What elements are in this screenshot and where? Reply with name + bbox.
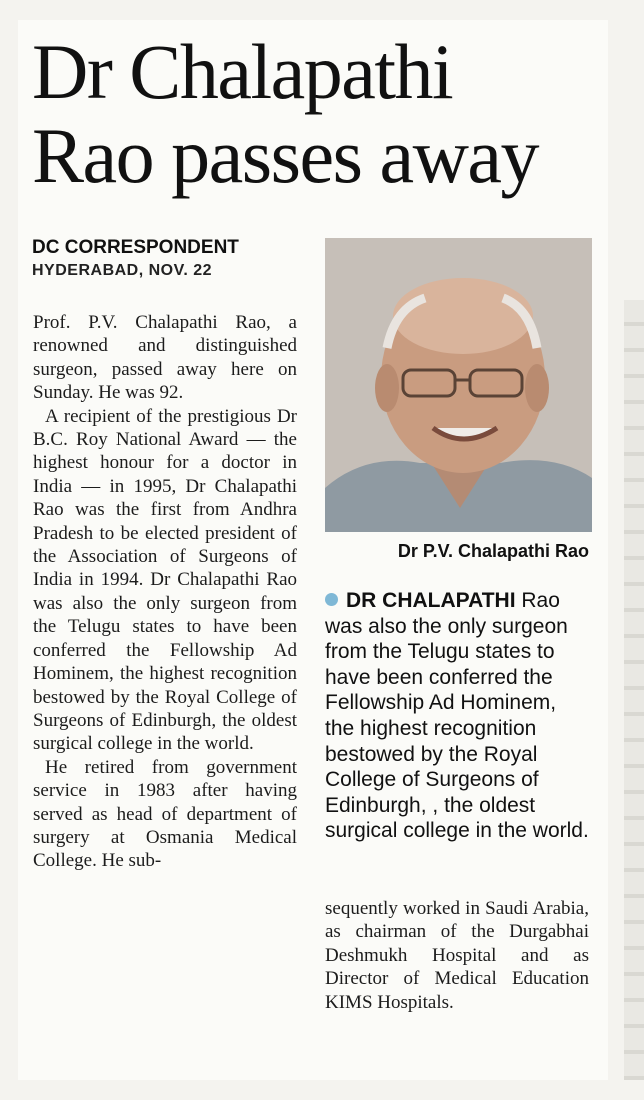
byline: DC CORRESPONDENT (32, 237, 239, 258)
pullquote (325, 588, 590, 844)
headline (32, 30, 602, 198)
adjacent-page-edge (624, 300, 644, 1080)
portrait-photo (325, 238, 592, 532)
pullquote-text: Rao was also the only surgeon from the Telugu states to have been conferred the Fellowship Ad Hominem, the highest recognition bestowed by the Royal College of Surgeons of Edinburgh, , the oldest surgical college in the world. (325, 589, 589, 843)
continuation-paragraph: sequently worked in Saudi Arabia, as chairman of the Durgabhai Deshmukh Hospital and as Director of Medical Education KIMS Hospitals. (325, 898, 589, 1013)
bullet-dot-icon (325, 593, 338, 606)
portrait-illustration (325, 238, 592, 532)
headline-line-1: Dr Chalapathi (32, 28, 453, 115)
dateline: HYDERABAD, NOV. 22 (32, 262, 213, 279)
body-paragraph-3: He retired from government service in 1983 after having served as head of department of surgery at Osmania Medical College. He sub- (33, 756, 297, 872)
article-body-left-column (33, 311, 297, 873)
article-body-right-column (325, 897, 589, 1014)
pullquote-lead: DR CHALAPATHI (346, 589, 516, 612)
body-paragraph-1: Prof. P.V. Chalapathi Rao, a renowned and distinguished surgeon, passed away here on Sunday. He was 92. (33, 312, 297, 404)
headline-line-2: Rao passes away (32, 112, 539, 199)
body-paragraph-2: A recipient of the prestigious Dr B.C. Roy National Award — the highest honour for a doctor in India — in 1995, Dr Chalapathi Rao was the first from Andhra Pradesh to be elected president of the Association of Surgeons of India in 1994. Dr Chalapathi Rao was also the only surgeon from the Telugu states to have been conferred the Fellowship Ad Hominem, the highest recognition bestowed by the Royal College of Surgeons of Edinburgh, the oldest surgical college in the world. (33, 405, 297, 755)
photo-caption: Dr P.V. Chalapathi Rao (397, 541, 589, 561)
